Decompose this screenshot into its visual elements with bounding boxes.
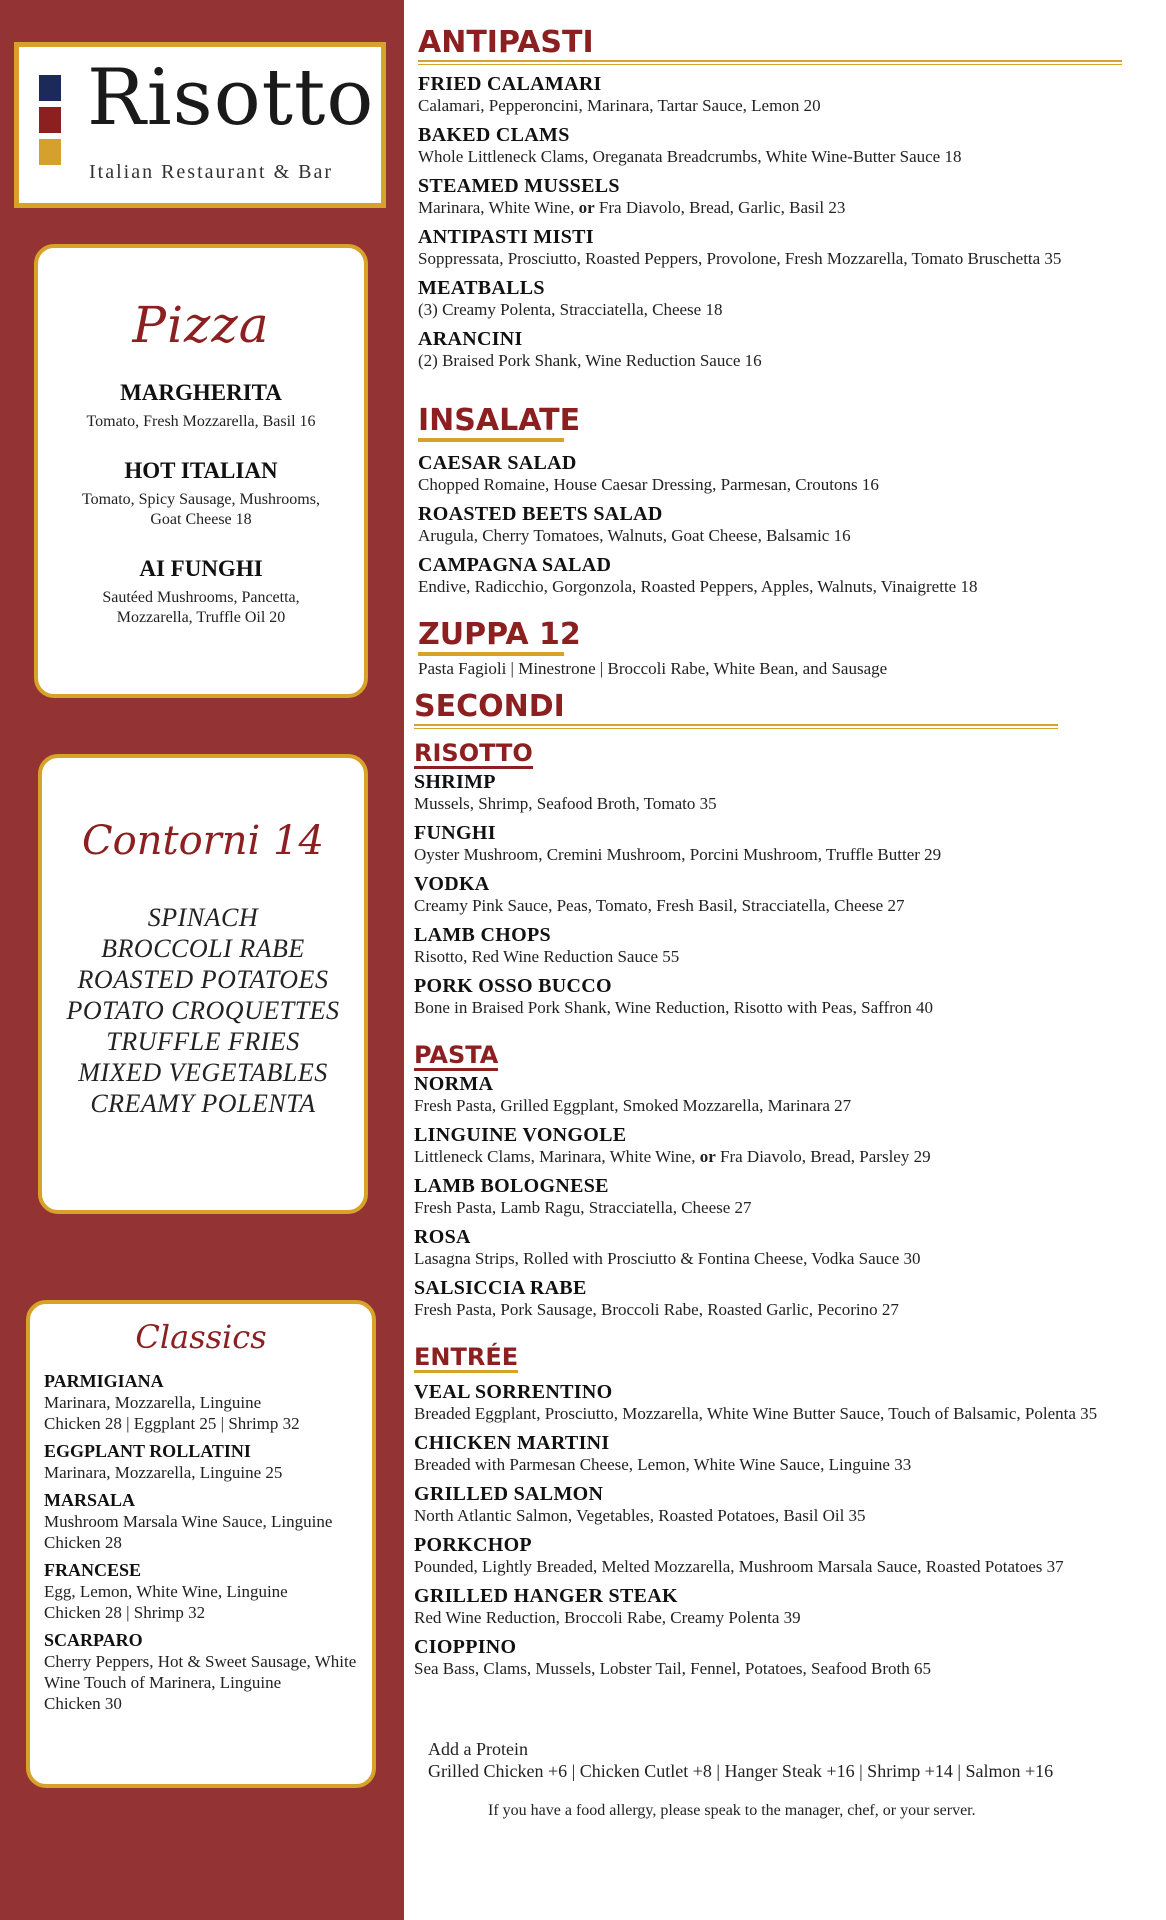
menu-item-name: CAMPAGNA SALAD (418, 554, 612, 576)
menu-item-desc: (3) Creamy Polenta, Stracciatella, Cheese 18 (418, 300, 723, 319)
menu-item-desc: Breaded Eggplant, Prosciutto, Mozzarella, White Wine Butter Sauce, Touch of Balsamic, Polenta 35 (414, 1404, 1098, 1423)
classics-item (44, 1489, 372, 1553)
menu-item-desc: Risotto, Red Wine Reduction Sauce 55 (414, 947, 680, 966)
menu-item-name: ROSA (414, 1226, 471, 1248)
desc-or: or (578, 198, 595, 217)
desc-part: Marinara, White Wine, (418, 198, 579, 217)
entree-section (414, 1344, 1166, 1679)
logo-tagline: Italian Restaurant & Bar (89, 161, 334, 183)
contorni-title: Contorni 14 (82, 818, 324, 864)
secondi-title: SECONDI (414, 689, 565, 724)
menu-item (414, 1073, 1154, 1116)
menu-item-desc: Red Wine Reduction, Broccoli Rabe, Creamy Polenta 39 (414, 1608, 801, 1627)
logo-square-red (39, 107, 61, 133)
menu-item (418, 328, 1122, 371)
menu-item-name: STEAMED MUSSELS (418, 175, 620, 197)
menu-item (414, 1483, 1166, 1526)
menu-item-desc: Sea Bass, Clams, Mussels, Lobster Tail, Fennel, Potatoes, Seafood Broth 65 (414, 1659, 931, 1678)
menu-item-name: NORMA (414, 1073, 494, 1095)
menu-item (418, 658, 1122, 679)
risotto-title: RISOTTO (414, 739, 533, 767)
menu-item (418, 175, 1122, 218)
desc-part: Littleneck Clams, Marinara, White Wine, (414, 1147, 700, 1166)
logo (14, 42, 386, 208)
pasta-section (414, 1042, 1154, 1320)
menu-item-desc: Whole Littleneck Clams, Oreganata Breadcrumbs, White Wine-Butter Sauce 18 (418, 147, 962, 166)
antipasti-rule (418, 60, 1122, 65)
menu-item-name: SHRIMP (414, 771, 496, 793)
contorni-item: MIXED VEGETABLES (78, 1058, 328, 1087)
menu-item-desc: North Atlantic Salmon, Vegetables, Roasted Potatoes, Basil Oil 35 (414, 1506, 866, 1525)
contorni-item: ROASTED POTATOES (77, 965, 329, 994)
sidebar (0, 0, 404, 1920)
menu-item-name: VODKA (414, 873, 490, 895)
menu-item (414, 1124, 1154, 1167)
menu-item-name: BAKED CLAMS (418, 124, 570, 146)
protein-label: Add a Protein (428, 1739, 528, 1759)
menu-item (414, 771, 1154, 814)
classics-item-price: Chicken 30 (44, 1694, 122, 1713)
logo-square-navy (39, 75, 61, 101)
menu-item-desc: Creamy Pink Sauce, Peas, Tomato, Fresh Basil, Stracciatella, Cheese 27 (414, 896, 905, 915)
classics-item (44, 1559, 372, 1623)
pizza-card (34, 244, 368, 698)
classics-item-name: MARSALA (44, 1490, 136, 1510)
menu-item-name: ARANCINI (418, 328, 523, 350)
menu-item-name: ROASTED BEETS SALAD (418, 503, 663, 525)
menu-item-desc: Pounded, Lightly Breaded, Melted Mozzarella, Mushroom Marsala Sauce, Roasted Potatoes 37 (414, 1557, 1064, 1576)
menu-item (414, 1432, 1166, 1475)
pizza-item-desc: Sautéed Mushrooms, Pancetta, Mozzarella, Truffle Oil 20 (102, 589, 300, 626)
menu-item-desc: Breaded with Parmesan Cheese, Lemon, White Wine Sauce, Linguine 33 (414, 1455, 912, 1474)
menu-item (414, 1226, 1154, 1269)
pizza-item (38, 556, 364, 628)
menu-item-desc: Fresh Pasta, Grilled Eggplant, Smoked Mozzarella, Marinara 27 (414, 1096, 852, 1115)
desc-part: Fra Diavolo, Bread, Parsley 29 (715, 1147, 931, 1166)
pizza-item (38, 458, 364, 530)
insalate-section (418, 404, 1122, 597)
classics-item (44, 1629, 372, 1714)
protein-section (428, 1738, 1158, 1782)
menu-item (418, 452, 1122, 495)
menu-item-name: CHICKEN MARTINI (414, 1432, 610, 1454)
menu-item (418, 124, 1122, 167)
classics-item-desc: Wine Touch of Marinera, Linguine (44, 1673, 282, 1692)
pizza-item-desc: Tomato, Spicy Sausage, Mushrooms, Goat Cheese 18 (82, 491, 320, 528)
menu-item (414, 873, 1154, 916)
menu-item-desc: Oyster Mushroom, Cremini Mushroom, Porcini Mushroom, Truffle Butter 29 (414, 845, 942, 864)
menu-item-name: ANTIPASTI MISTI (418, 226, 594, 248)
menu-item-name: PORKCHOP (414, 1534, 532, 1556)
menu-item (414, 1277, 1154, 1320)
menu-item-name: CAESAR SALAD (418, 452, 577, 474)
menu-item-desc: Soppressata, Prosciutto, Roasted Peppers, Provolone, Fresh Mozzarella, Tomato Bruschetta 35 (418, 249, 1062, 268)
zuppa-rule (418, 652, 564, 656)
classics-item-name: SCARPARO (44, 1630, 143, 1650)
contorni-card (38, 754, 368, 1214)
secondi-rule (414, 724, 1058, 729)
classics-item-price: Chicken 28 | Eggplant 25 | Shrimp 32 (44, 1414, 300, 1433)
menu-item-name: PORK OSSO BUCCO (414, 975, 612, 997)
pasta-title: PASTA (414, 1041, 499, 1069)
menu-item-desc: Calamari, Pepperoncini, Marinara, Tartar Sauce, Lemon 20 (418, 96, 821, 115)
contorni-item: POTATO CROQUETTES (66, 996, 340, 1025)
secondi-section (414, 690, 1058, 729)
menu-item (414, 975, 1154, 1018)
menu-item-desc: Mussels, Shrimp, Seafood Broth, Tomato 35 (414, 794, 717, 813)
protein-options: Grilled Chicken +6 | Chicken Cutlet +8 | Hanger Steak +16 | Shrimp +14 | Salmon +16 (428, 1761, 1054, 1781)
menu-item (414, 1381, 1166, 1424)
menu-item-desc: Fresh Pasta, Pork Sausage, Broccoli Rabe, Roasted Garlic, Pecorino 27 (414, 1300, 899, 1319)
classics-item (44, 1370, 372, 1434)
menu-item (414, 924, 1154, 967)
menu-item-name: MEATBALLS (418, 277, 545, 299)
zuppa-title: ZUPPA 12 (418, 617, 581, 652)
menu-item (414, 822, 1154, 865)
contorni-item: BROCCOLI RABE (101, 934, 305, 963)
menu-item-name: GRILLED HANGER STEAK (414, 1585, 678, 1607)
risotto-section (414, 740, 1154, 1018)
classics-item (44, 1440, 372, 1483)
menu-item-desc: Fresh Pasta, Lamb Ragu, Stracciatella, Cheese 27 (414, 1198, 752, 1217)
pizza-item-name: HOT ITALIAN (124, 458, 278, 483)
zuppa-section (418, 618, 1122, 679)
insalate-title: INSALATE (418, 403, 581, 438)
classics-item-desc: Cherry Peppers, Hot & Sweet Sausage, White (44, 1652, 357, 1671)
menu-item (418, 226, 1122, 269)
menu-item-desc (414, 1146, 1154, 1167)
menu-item-desc: Lasagna Strips, Rolled with Prosciutto & Fontina Cheese, Vodka Sauce 30 (414, 1249, 921, 1268)
main-menu (404, 0, 1166, 1920)
menu-item (414, 1585, 1166, 1628)
menu-item (418, 503, 1122, 546)
pizza-item-desc: Tomato, Fresh Mozzarella, Basil 16 (86, 413, 316, 430)
menu-item (418, 73, 1122, 116)
logo-squares (39, 75, 61, 171)
menu-item (414, 1534, 1166, 1577)
classics-item-price: Chicken 28 | Shrimp 32 (44, 1603, 206, 1622)
classics-item-price: Chicken 28 (44, 1533, 122, 1552)
classics-item-name: EGGPLANT ROLLATINI (44, 1441, 251, 1461)
pizza-item (38, 380, 364, 432)
insalate-rule (418, 438, 564, 442)
entree-title: ENTRÉE (414, 1343, 519, 1371)
contorni-item: SPINACH (147, 903, 259, 932)
desc-or: or (699, 1147, 716, 1166)
logo-square-gold (39, 139, 61, 165)
menu-item (414, 1175, 1154, 1218)
antipasti-section (418, 26, 1122, 371)
classics-item-name: PARMIGIANA (44, 1371, 164, 1391)
menu-item-name: FUNGHI (414, 822, 496, 844)
logo-name: Risotto (87, 53, 375, 143)
pizza-item-name: MARGHERITA (120, 380, 282, 405)
menu-item-name: LAMB BOLOGNESE (414, 1175, 609, 1197)
menu-item (418, 277, 1122, 320)
menu-item-name: LAMB CHOPS (414, 924, 551, 946)
classics-item-desc: Mushroom Marsala Wine Sauce, Linguine (44, 1512, 333, 1531)
menu-item-name: GRILLED SALMON (414, 1483, 604, 1505)
antipasti-title: ANTIPASTI (418, 25, 594, 60)
classics-card (26, 1300, 376, 1788)
menu-item-name: SALSICCIA RABE (414, 1277, 587, 1299)
contorni-item: CREAMY POLENTA (90, 1089, 316, 1118)
classics-item-name: FRANCESE (44, 1560, 142, 1580)
contorni-item: TRUFFLE FRIES (106, 1027, 300, 1056)
classics-list (30, 1370, 372, 1714)
menu-item-name: FRIED CALAMARI (418, 73, 602, 95)
desc-part: Fra Diavolo, Bread, Garlic, Basil 23 (594, 198, 846, 217)
menu-item (418, 554, 1122, 597)
menu-item-name: CIOPPINO (414, 1636, 517, 1658)
pizza-item-name: AI FUNGHI (139, 556, 263, 581)
menu-item-desc: Endive, Radicchio, Gorgonzola, Roasted Peppers, Apples, Walnuts, Vinaigrette 18 (418, 577, 978, 596)
pizza-title: Pizza (132, 296, 270, 354)
classics-item-desc: Marinara, Mozzarella, Linguine 25 (44, 1463, 283, 1482)
menu-item-desc: Chopped Romaine, House Caesar Dressing, Parmesan, Croutons 16 (418, 475, 879, 494)
menu-item-name: VEAL SORRENTINO (414, 1381, 613, 1403)
menu-item-name: LINGUINE VONGOLE (414, 1124, 627, 1146)
allergy-note: If you have a food allergy, please speak to the manager, chef, or your server. (488, 1802, 976, 1819)
classics-item-desc: Marinara, Mozzarella, Linguine (44, 1393, 262, 1412)
menu-item (414, 1636, 1166, 1679)
classics-item-desc: Egg, Lemon, White Wine, Linguine (44, 1582, 288, 1601)
zuppa-desc: Pasta Fagioli | Minestrone | Broccoli Rabe, White Bean, and Sausage (418, 659, 888, 678)
menu-item-desc (418, 197, 1122, 218)
menu-item-desc: Arugula, Cherry Tomatoes, Walnuts, Goat Cheese, Balsamic 16 (418, 526, 851, 545)
contorni-list (42, 902, 364, 1119)
menu-item-desc: (2) Braised Pork Shank, Wine Reduction Sauce 16 (418, 351, 762, 370)
classics-title: Classics (135, 1318, 267, 1356)
menu-item-desc: Bone in Braised Pork Shank, Wine Reduction, Risotto with Peas, Saffron 40 (414, 998, 934, 1017)
